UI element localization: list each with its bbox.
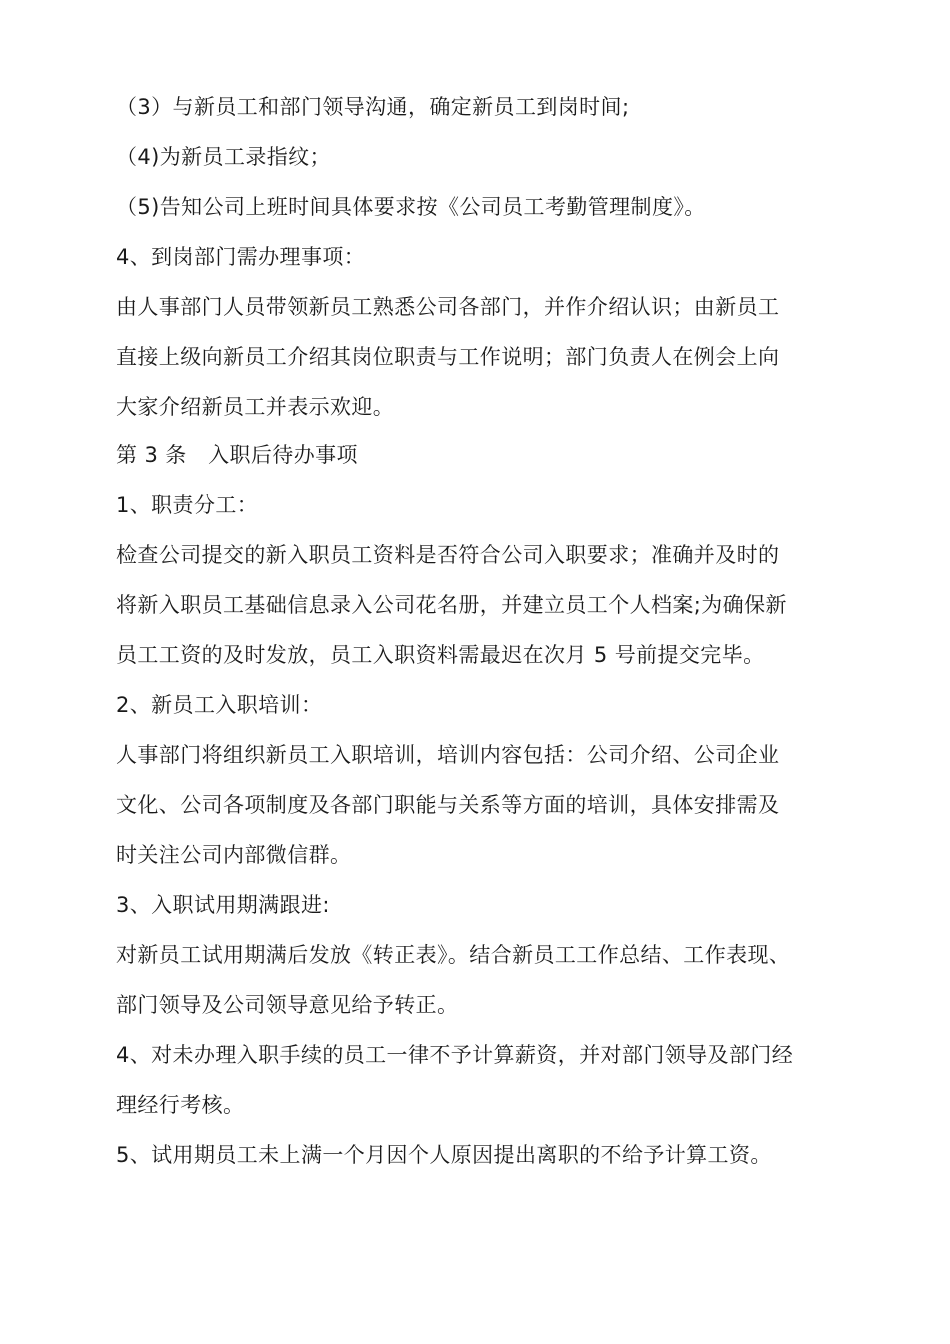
text-line: 3、入职试用期满跟进:	[116, 893, 330, 917]
text-line: 人事部门将组织新员工入职培训，培训内容包括：公司介绍、公司企业	[116, 743, 780, 767]
section-heading: 第 3 条 入职后待办事项	[116, 443, 358, 467]
text-line: 检查公司提交的新入职员工资料是否符合公司入职要求；准确并及时的	[116, 543, 780, 567]
text-line: 时关注公司内部微信群。	[116, 843, 352, 867]
text-line: 部门领导及公司领导意见给予转正。	[116, 993, 459, 1017]
text-line: 4、到岗部门需办理事项：	[116, 245, 366, 269]
text-line: 文化、公司各项制度及各部门职能与关系等方面的培训，具体安排需及	[116, 793, 780, 817]
text-line: （5)告知公司上班时间具体要求按《公司员工考勤管理制度》。	[116, 195, 706, 219]
text-line: （3）与新员工和部门领导沟通，确定新员工到岗时间;	[116, 95, 630, 119]
text-line: 员工工资的及时发放，员工入职资料需最迟在次月 5 号前提交完毕。	[116, 643, 765, 667]
text-line: 大家介绍新员工并表示欢迎。	[116, 395, 395, 419]
text-line: 对新员工试用期满后发放《转正表》。结合新员工工作总结、工作表现、	[116, 943, 791, 967]
text-line: 5、试用期员工未上满一个月因个人原因提出离职的不给予计算工资。	[116, 1143, 772, 1167]
text-line: 4、对未办理入职手续的员工一律不予计算薪资，并对部门领导及部门经	[116, 1043, 794, 1067]
text-line: 1、职责分工：	[116, 493, 259, 517]
text-line: 由人事部门人员带领新员工熟悉公司各部门，并作介绍认识；由新员工	[116, 295, 780, 319]
text-line: （4)为新员工录指纹；	[116, 145, 331, 169]
text-line: 将新入职员工基础信息录入公司花名册，并建立员工个人档案;为确保新	[116, 593, 787, 617]
text-line: 2、新员工入职培训：	[116, 693, 323, 717]
text-line: 理经行考核。	[116, 1093, 245, 1117]
text-line: 直接上级向新员工介绍其岗位职责与工作说明；部门负责人在例会上向	[116, 345, 780, 369]
